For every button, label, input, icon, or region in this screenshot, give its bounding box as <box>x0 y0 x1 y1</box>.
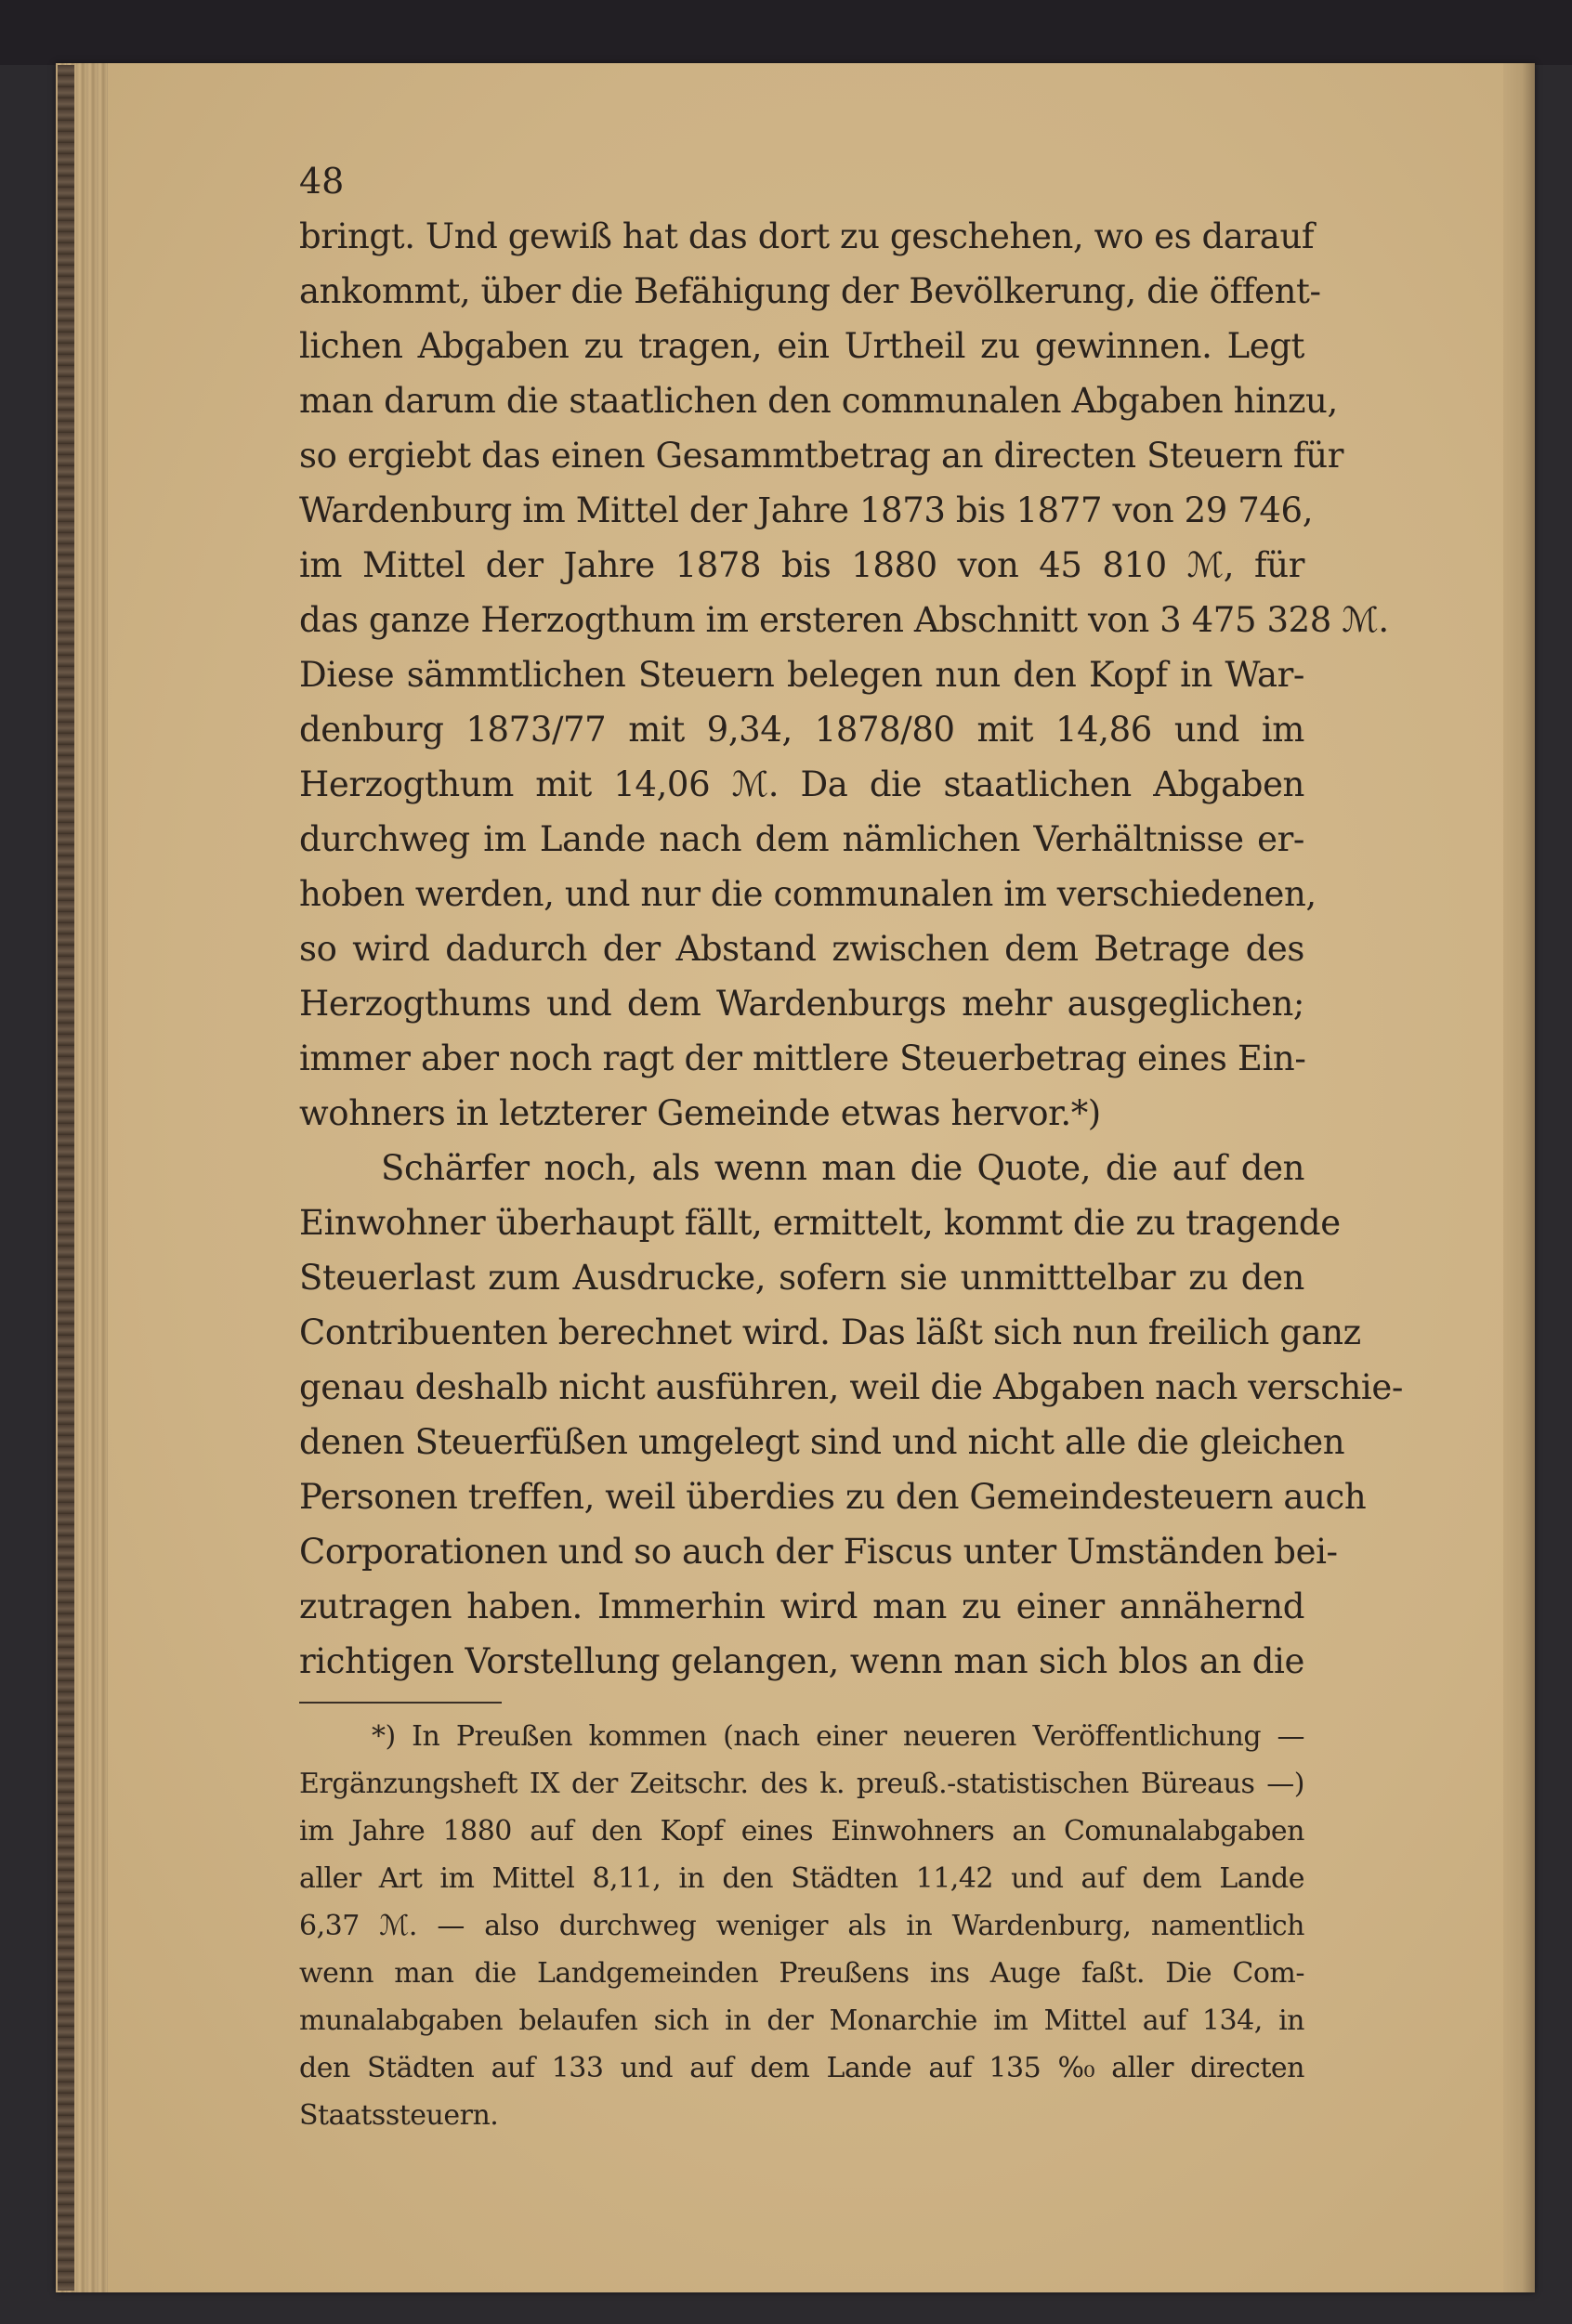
body-line: Wardenburg im Mittel der Jahre 1873 bis 1877 von 29 746, <box>299 490 1314 530</box>
book-spine-edge <box>58 65 74 2291</box>
page-right-edge <box>1503 63 1535 2292</box>
body-line: durchweg im Lande nach dem nämlichen Verhältnisse er- <box>299 819 1304 859</box>
body-line: Steuerlast zum Ausdrucke, sofern sie unmitttelbar zu den <box>299 1258 1304 1298</box>
body-line: immer aber noch ragt der mittlere Steuerbetrag eines Ein- <box>299 1038 1306 1078</box>
body-line: bringt. Und gewiß hat das dort zu geschehen, wo es darauf <box>299 216 1315 256</box>
footnote-line: Staatssteuern. <box>299 2099 499 2132</box>
footnote-line: aller Art im Mittel 8,11, in den Städten 11,42 und auf dem Lande <box>299 1862 1304 1895</box>
footnote-line: *) In Preußen kommen (nach einer neueren Veröffentlichung — <box>372 1720 1304 1753</box>
body-line: Contribuenten berechnet wird. Das läßt sich nun freilich ganz <box>299 1312 1361 1352</box>
footnote-line: munalabgaben belaufen sich in der Monarchie im Mittel auf 134, in <box>299 2004 1304 2037</box>
body-line: hoben werden, und nur die communalen im verschiedenen, <box>299 874 1317 914</box>
body-line: ankommt, über die Befähigung der Bevölkerung, die öffent- <box>299 271 1321 311</box>
body-line: Personen treffen, weil überdies zu den Gemeindesteuern auch <box>299 1477 1367 1517</box>
footnote-rule <box>299 1702 502 1704</box>
footnote-line: im Jahre 1880 auf den Kopf eines Einwohners an Comunalabgaben <box>299 1815 1304 1847</box>
body-line: so ergiebt das einen Gesammtbetrag an directen Steuern für <box>299 436 1344 476</box>
scan-background-top <box>0 0 1572 65</box>
body-line: Herzogthum mit 14,06 ℳ. Da die staatlichen Abgaben <box>299 764 1304 804</box>
body-text <box>299 209 1403 1689</box>
body-line: denburg 1873/77 mit 9,34, 1878/80 mit 14,86 und im <box>299 710 1304 750</box>
body-line: Schärfer noch, als wenn man die Quote, die auf den <box>381 1148 1304 1188</box>
body-line: im Mittel der Jahre 1878 bis 1880 von 45 810 ℳ, für <box>299 545 1304 585</box>
body-line: Einwohner überhaupt fällt, ermittelt, kommt die zu tragende <box>299 1203 1341 1243</box>
body-line: lichen Abgaben zu tragen, ein Urtheil zu gewinnen. Legt <box>299 326 1304 366</box>
body-line: Corporationen und so auch der Fiscus unter Umständen bei- <box>299 1532 1338 1572</box>
body-line: denen Steuerfüßen umgelegt sind und nicht alle die gleichen <box>299 1422 1345 1462</box>
body-line: richtigen Vorstellung gelangen, wenn man sich blos an die <box>299 1641 1304 1681</box>
body-line: so wird dadurch der Abstand zwischen dem Betrage des <box>299 929 1304 969</box>
footnote-line: den Städten auf 133 und auf dem Lande auf 135 %₀ aller directen <box>299 2052 1304 2084</box>
body-line: zutragen haben. Immerhin wird man zu einer annähernd <box>299 1586 1304 1626</box>
footnote-line: wenn man die Landgemeinden Preußens ins Auge faßt. Die Com- <box>299 1957 1304 1990</box>
body-line: Diese sämmtlichen Steuern belegen nun den Kopf in War- <box>299 655 1304 695</box>
footnote <box>299 1713 1304 2139</box>
body-line: Herzogthums und dem Wardenburgs mehr ausgeglichen; <box>299 984 1304 1024</box>
page-number: 48 <box>299 161 345 202</box>
body-line: genau deshalb nicht ausführen, weil die Abgaben nach verschie- <box>299 1367 1403 1407</box>
body-line: wohners in letzterer Gemeinde etwas hervor.*) <box>299 1093 1101 1133</box>
footnote-line: 6,37 ℳ. — also durchweg weniger als in Wardenburg, namentlich <box>299 1910 1304 1942</box>
footnote-line: Ergänzungsheft IX der Zeitschr. des k. preuß.-statistischen Büreaus —) <box>299 1768 1304 1800</box>
body-line: man darum die staatlichen den communalen Abgaben hinzu, <box>299 381 1338 421</box>
body-line: das ganze Herzogthum im ersteren Abschnitt von 3 475 328 ℳ. <box>299 600 1389 640</box>
page-text-block <box>299 153 1403 2139</box>
